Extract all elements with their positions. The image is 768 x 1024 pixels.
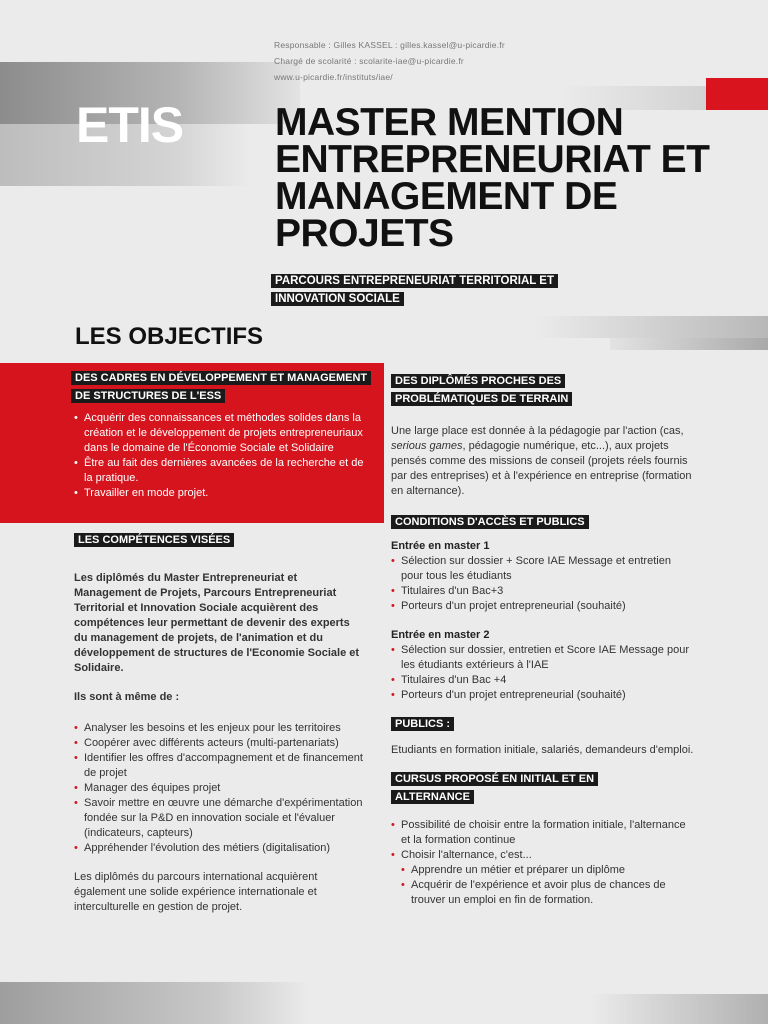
cadres-box (0, 363, 384, 523)
conditions-heading: CONDITIONS D'ACCÈS ET PUBLICS (391, 513, 696, 531)
m1-title: Entrée en master 1 (391, 540, 490, 552)
list-item: • Appréhender l'évolution des métiers (digitalisation) (74, 841, 364, 856)
list-item: • Identifier les offres d'accompagnement et de financement de projet (74, 751, 364, 781)
diplomes-heading: DES DIPLÔMÉS PROCHES DES PROBLÉMATIQUES DE TERRAIN (391, 372, 611, 408)
list-item: • Porteurs d'un projet entrepreneurial (souhaité) (391, 688, 696, 703)
list-item: • Être au fait des dernières avancées de la recherche et de la pratique. (74, 456, 374, 486)
cursus-heading: CURSUS PROPOSÉ EN INITIAL ET EN ALTERNANCE (391, 770, 641, 806)
decorative-bar (534, 316, 768, 338)
list-item: • Manager des équipes projet (74, 781, 364, 796)
list-item: • Acquérir des connaissances et méthodes solides dans la création et le développement de projets entrepreneuriaux dans le domaine de l'Économie Sociale et Solidaire (74, 411, 374, 456)
objectives-title: LES OBJECTIFS (75, 323, 264, 350)
cadres-heading: DES CADRES EN DÉVELOPPEMENT ET MANAGEMENT DE STRUCTURES DE L'ESS (71, 369, 371, 405)
list-item: • Porteurs d'un projet entrepreneurial (souhaité) (391, 599, 696, 614)
competences-outro: Les diplômés du parcours international acquièrent également une solide expérience internationale et interculturelle en gestion de projet. (74, 871, 318, 913)
list-item: • Savoir mettre en œuvre une démarche d'expérimentation fondée sur la P&D en innovation sociale et l'évaluer (indicateurs, capteurs) (74, 796, 364, 841)
list-item: • Apprendre un métier et préparer un diplôme (401, 863, 696, 878)
contact-scolarite[interactable]: Chargé de scolarité : scolarite-iae@u-picardie.fr (274, 56, 464, 66)
competences-list (74, 721, 364, 856)
list-item: • Acquérir de l'expérience et avoir plus de chances de trouver un emploi en fin de formation. (401, 878, 696, 908)
publics-heading: PUBLICS : (391, 715, 696, 733)
competences-section (74, 531, 364, 915)
etis-logo: ETIS (76, 97, 184, 153)
competences-intro: Les diplômés du Master Entrepreneuriat et Management de Projets, Parcours Entrepreneuriat Territorial et Innovation Sociale acquièrent des compétences leur permettant de devenir des experts du management de projets, de l'animation et du développement de structures de l'Economie Sociale et Solidaire. (74, 572, 360, 674)
competences-lead: Ils sont à même de : (74, 691, 180, 703)
decorative-bar (590, 994, 768, 1024)
right-column (391, 372, 696, 908)
list-item: • Analyser les besoins et les enjeux pour les territoires (74, 721, 364, 736)
list-item: • Possibilité de choisir entre la formation initiale, l'alternance et la formation continue (391, 818, 696, 848)
contact-responsable: Responsable : Gilles KASSEL : gilles.kassel@u-picardie.fr (274, 40, 505, 50)
list-item: • Sélection sur dossier, entretien et Score IAE Message pour les étudiants extérieurs à l'IAE (391, 643, 696, 673)
competences-heading: LES COMPÉTENCES VISÉES (74, 531, 364, 549)
page-subtitle: PARCOURS ENTREPRENEURIAT TERRITORIAL ET INNOVATION SOCIALE (271, 272, 571, 308)
contact-website[interactable]: www.u-picardie.fr/instituts/iae/ (274, 72, 393, 82)
decorative-bar (610, 338, 768, 350)
m2-title: Entrée en master 2 (391, 629, 490, 641)
cursus-sub-list (401, 863, 696, 908)
page-title: MASTER MENTION ENTREPRENEURIAT ET MANAGEMENT DE PROJETS (275, 101, 710, 255)
m1-list (391, 554, 696, 614)
list-item: • Titulaires d'un Bac +4 (391, 673, 696, 688)
list-item: • Titulaires d'un Bac+3 (391, 584, 696, 599)
publics-text: Etudiants en formation initiale, salariés, demandeurs d'emploi. (391, 744, 694, 756)
decorative-bar (0, 982, 310, 1024)
list-item: • Travailler en mode projet. (74, 486, 374, 501)
contact-block (274, 37, 505, 85)
list-item: • Choisir l'alternance, c'est... (391, 848, 696, 863)
cadres-list (74, 411, 374, 501)
cursus-list (391, 818, 696, 863)
diplomes-text: Une large place est donnée à la pédagogie par l'action (cas, serious games, pédagogie numérique, etc...), aux projets pensés comme des missions de conseil (projets réels fournis par des entreprises) et à l'expérience en entreprise (formation en alternance). (391, 425, 692, 497)
list-item: • Coopérer avec différents acteurs (multi-partenariats) (74, 736, 364, 751)
m2-list (391, 643, 696, 703)
list-item: • Sélection sur dossier + Score IAE Message et entretien pour tous les étudiants (391, 554, 696, 584)
